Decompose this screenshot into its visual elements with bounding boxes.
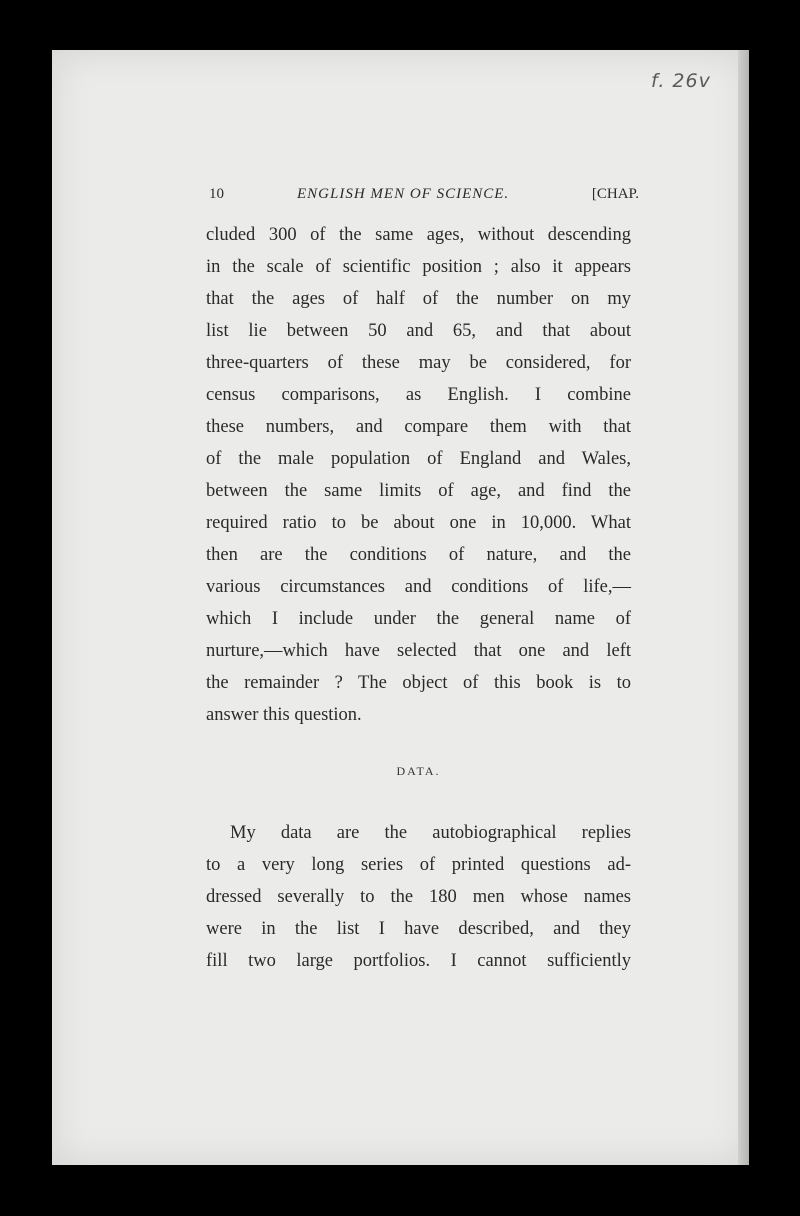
text-line: nurture,—which have selected that one and left xyxy=(206,641,631,661)
page-edge xyxy=(738,50,749,1165)
section-heading: DATA. xyxy=(396,764,441,778)
text-line: were in the list I have described, and they xyxy=(206,919,631,939)
text-line: My data are the autobiographical replies xyxy=(230,823,631,843)
text-line: the remainder ? The object of this book is to xyxy=(206,673,631,693)
text-line: census comparisons, as English. I combine xyxy=(206,385,631,405)
text-line: of the male population of England and Wales, xyxy=(206,449,631,469)
text-line: fill two large portfolios. I cannot sufficiently xyxy=(206,951,631,971)
text-line: various circumstances and conditions of life,— xyxy=(206,577,631,597)
text-line: three-quarters of these may be considered, for xyxy=(206,353,631,373)
text-line: dressed severally to the 180 men whose names xyxy=(206,887,631,907)
chapter-marker: [CHAP. xyxy=(591,186,639,202)
text-line: then are the conditions of nature, and the xyxy=(206,545,631,565)
text-line: cluded 300 of the same ages, without descending xyxy=(206,225,631,245)
folio-annotation: f. 26v xyxy=(651,70,711,92)
text-line: answer this question. xyxy=(206,705,362,725)
running-title: ENGLISH MEN OF SCIENCE. xyxy=(297,186,510,202)
text-line: to a very long series of printed questions ad- xyxy=(206,855,631,875)
text-line: these numbers, and compare them with that xyxy=(206,417,631,437)
text-line: required ratio to be about one in 10,000. What xyxy=(206,513,631,533)
text-line: between the same limits of age, and find the xyxy=(206,481,631,501)
text-line: which I include under the general name of xyxy=(206,609,631,629)
page-number: 10 xyxy=(209,186,224,202)
text-line: in the scale of scientific position ; also it appears xyxy=(206,257,631,277)
text-line: that the ages of half of the number on my xyxy=(206,289,631,309)
running-head xyxy=(209,186,639,208)
text-line: list lie between 50 and 65, and that about xyxy=(206,321,631,341)
